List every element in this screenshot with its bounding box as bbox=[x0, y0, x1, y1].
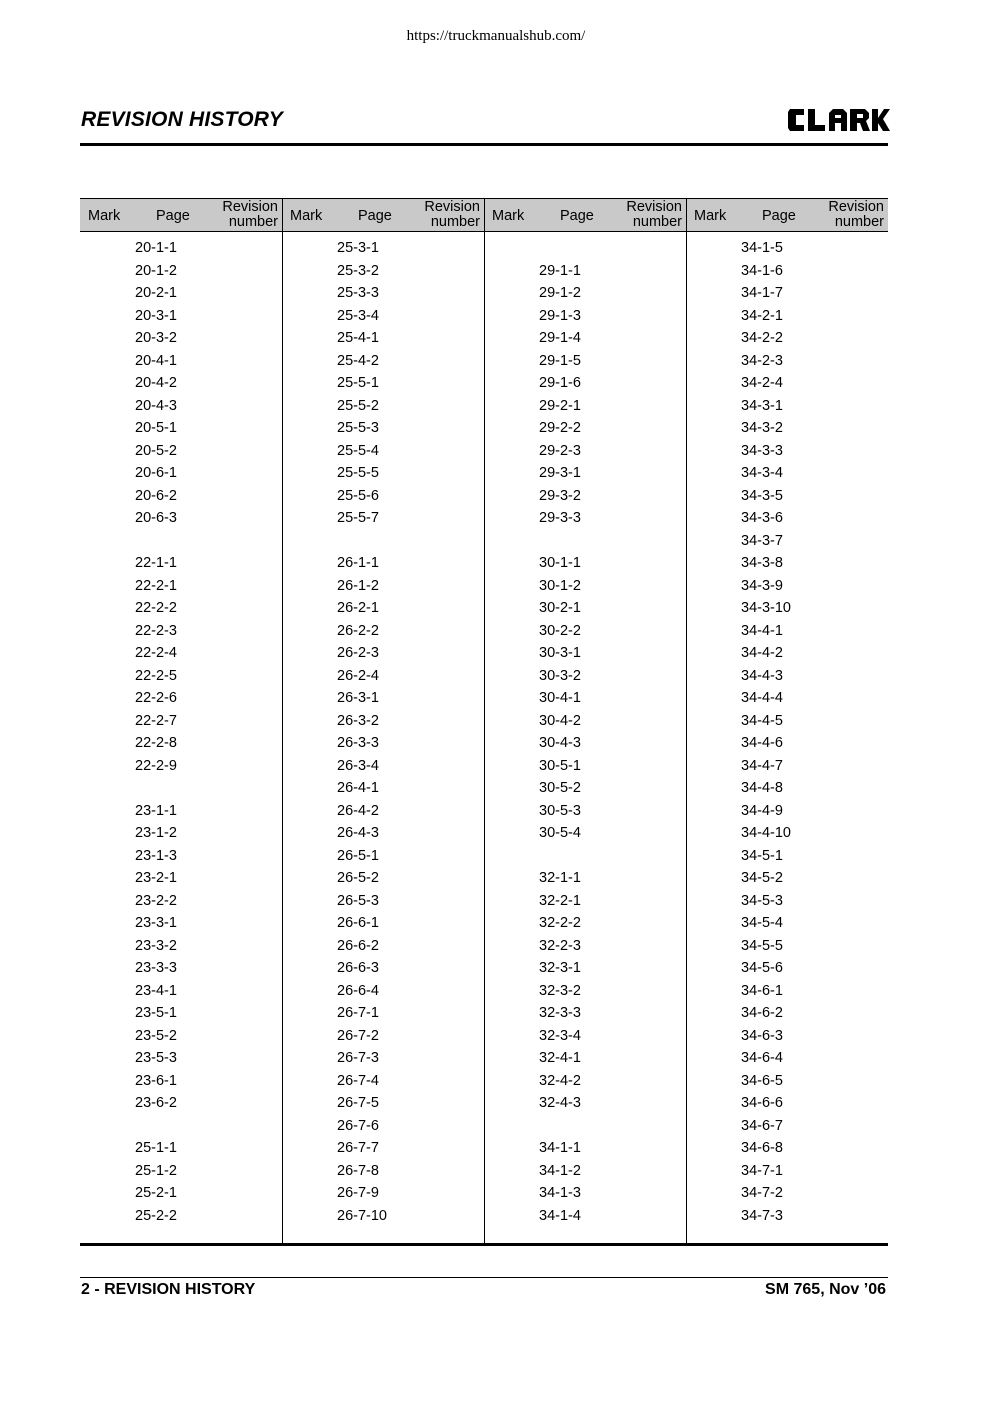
page-cell: 25-3-3 bbox=[337, 285, 379, 301]
page-cell bbox=[282, 533, 484, 556]
page-cell: 30-3-2 bbox=[539, 667, 581, 684]
page-cell: 26-7-3 bbox=[337, 1050, 379, 1066]
page-cell: 30-4-2 bbox=[539, 712, 581, 729]
page-cell: 34-1-5 bbox=[741, 240, 783, 256]
page-cell: 30-5-1 bbox=[539, 757, 581, 774]
page-cell: 30-2-1 bbox=[539, 600, 581, 616]
page-cell: 23-5-1 bbox=[135, 1005, 177, 1021]
footer-doc-id: SM 765, Nov ’06 bbox=[765, 1281, 886, 1298]
page-title: REVISION HISTORY bbox=[81, 108, 283, 131]
page-cell: 20-5-2 bbox=[135, 442, 177, 459]
page-cell: 23-3-2 bbox=[135, 937, 177, 954]
header-mark: Mark bbox=[290, 208, 323, 224]
page-cell: 32-1-1 bbox=[539, 870, 581, 886]
page-cell: 29-1-4 bbox=[539, 330, 581, 346]
page-cell bbox=[484, 848, 686, 871]
page-cell: 20-3-2 bbox=[135, 330, 177, 346]
page-cell: 22-2-2 bbox=[135, 600, 177, 616]
page-cell: 23-2-1 bbox=[135, 870, 177, 886]
page-cell: 34-1-3 bbox=[539, 1185, 581, 1201]
page-cell: 34-4-2 bbox=[741, 645, 783, 661]
page-cell: 26-7-4 bbox=[337, 1072, 379, 1089]
header-group-3 bbox=[484, 199, 686, 231]
header-rule bbox=[80, 143, 888, 146]
page-cell: 26-2-3 bbox=[337, 645, 379, 661]
page-cell: 20-4-1 bbox=[135, 352, 177, 369]
page-cell: 34-4-7 bbox=[741, 757, 783, 774]
page-cell: 25-5-5 bbox=[337, 465, 379, 481]
page-cell: 34-3-8 bbox=[741, 555, 783, 571]
page-cell bbox=[80, 1118, 282, 1141]
page-cell: 34-5-4 bbox=[741, 915, 783, 931]
page-cell: 29-3-2 bbox=[539, 487, 581, 504]
page-cell: 20-6-2 bbox=[135, 487, 177, 504]
page-cell: 34-3-6 bbox=[741, 510, 783, 526]
page-cell: 34-5-6 bbox=[741, 960, 783, 976]
page-cell: 30-1-1 bbox=[539, 555, 581, 571]
page-cell: 34-2-1 bbox=[741, 307, 783, 324]
page-cell: 34-4-6 bbox=[741, 735, 783, 751]
page-cell: 22-2-4 bbox=[135, 645, 177, 661]
page-cell: 34-6-2 bbox=[741, 1005, 783, 1021]
page-cell: 32-3-1 bbox=[539, 960, 581, 976]
page-cell: 30-2-2 bbox=[539, 622, 581, 639]
page-cell: 20-5-1 bbox=[135, 420, 177, 436]
page-cell: 26-7-6 bbox=[337, 1117, 379, 1134]
page-cell: 32-4-2 bbox=[539, 1072, 581, 1089]
page-cell: 30-4-1 bbox=[539, 690, 581, 706]
table-bottom-rule bbox=[80, 1243, 888, 1246]
header-mark: Mark bbox=[88, 208, 121, 224]
page-cell: 30-5-3 bbox=[539, 802, 581, 819]
page-cell: 25-1-2 bbox=[135, 1162, 177, 1179]
page-cell: 26-4-1 bbox=[337, 780, 379, 796]
page-cell: 30-5-4 bbox=[539, 825, 581, 841]
page-cell: 20-2-1 bbox=[135, 285, 177, 301]
page-cell: 23-2-2 bbox=[135, 892, 177, 909]
page-cell: 20-1-2 bbox=[135, 262, 177, 279]
page-column-1 bbox=[80, 240, 282, 1230]
page-cell: 34-3-7 bbox=[741, 532, 783, 549]
header-group-4 bbox=[686, 199, 888, 231]
page-cell: 32-3-2 bbox=[539, 982, 581, 999]
page-cell: 34-7-1 bbox=[741, 1162, 783, 1179]
page-cell: 30-5-2 bbox=[539, 780, 581, 796]
page-cell: 25-2-1 bbox=[135, 1185, 177, 1201]
page-cell: 34-5-2 bbox=[741, 870, 783, 886]
page-column-4 bbox=[686, 240, 888, 1230]
page-cell: 26-7-10 bbox=[337, 1207, 387, 1224]
page-cell: 34-7-3 bbox=[741, 1207, 783, 1224]
page-cell: 26-6-4 bbox=[337, 982, 379, 999]
page-cell: 34-1-4 bbox=[539, 1207, 581, 1224]
page-cell: 26-3-2 bbox=[337, 712, 379, 729]
clark-logo bbox=[786, 103, 890, 137]
page-cell: 23-1-2 bbox=[135, 825, 177, 841]
page-cell: 34-6-6 bbox=[741, 1095, 783, 1111]
page-column-2 bbox=[282, 240, 484, 1230]
page-cell: 34-6-5 bbox=[741, 1072, 783, 1089]
page-cell: 26-5-1 bbox=[337, 847, 379, 864]
page-cell: 23-5-3 bbox=[135, 1050, 177, 1066]
page-cell: 20-4-3 bbox=[135, 397, 177, 414]
page-cell: 29-3-1 bbox=[539, 465, 581, 481]
header-group-2 bbox=[282, 199, 484, 231]
page-cell: 34-5-3 bbox=[741, 892, 783, 909]
page-cell: 34-6-1 bbox=[741, 982, 783, 999]
page-cell bbox=[484, 1118, 686, 1141]
page-cell: 34-5-5 bbox=[741, 937, 783, 954]
page-cell: 22-2-6 bbox=[135, 690, 177, 706]
page-cell: 29-1-3 bbox=[539, 307, 581, 324]
header-revision-number: Revision number bbox=[222, 199, 278, 230]
page-cell: 32-4-1 bbox=[539, 1050, 581, 1066]
page-cell: 22-2-9 bbox=[135, 757, 177, 774]
page-cell: 20-1-1 bbox=[135, 240, 177, 256]
page-cell: 26-1-1 bbox=[337, 555, 379, 571]
page-cell: 34-3-5 bbox=[741, 487, 783, 504]
page-cell: 20-6-3 bbox=[135, 510, 177, 526]
page-cell: 26-4-2 bbox=[337, 802, 379, 819]
page-cell: 26-3-1 bbox=[337, 690, 379, 706]
page-cell: 29-2-2 bbox=[539, 420, 581, 436]
page-cell: 22-2-1 bbox=[135, 577, 177, 594]
page-cell: 20-3-1 bbox=[135, 307, 177, 324]
header-group-1 bbox=[80, 199, 282, 231]
page-cell: 25-3-1 bbox=[337, 240, 379, 256]
page-cell: 25-1-1 bbox=[135, 1140, 177, 1156]
page-cell: 34-3-1 bbox=[741, 397, 783, 414]
header-revision-number: Revision number bbox=[626, 199, 682, 230]
page-cell: 32-2-2 bbox=[539, 915, 581, 931]
page-cell: 25-3-2 bbox=[337, 262, 379, 279]
page-cell: 29-1-5 bbox=[539, 352, 581, 369]
page-cell: 25-5-3 bbox=[337, 420, 379, 436]
page-cell bbox=[80, 533, 282, 556]
page-cell: 32-2-3 bbox=[539, 937, 581, 954]
page-cell: 34-5-1 bbox=[741, 847, 783, 864]
page-cell: 22-2-8 bbox=[135, 735, 177, 751]
page-cell bbox=[484, 240, 686, 263]
page-cell: 34-3-10 bbox=[741, 600, 791, 616]
page-cell: 32-4-3 bbox=[539, 1095, 581, 1111]
page-cell: 34-6-4 bbox=[741, 1050, 783, 1066]
page-cell: 34-4-9 bbox=[741, 802, 783, 819]
page-cell: 34-6-3 bbox=[741, 1027, 783, 1044]
header-page: Page bbox=[762, 208, 796, 224]
page-cell: 29-1-1 bbox=[539, 262, 581, 279]
page-cell: 34-4-3 bbox=[741, 667, 783, 684]
page-cell: 26-3-4 bbox=[337, 757, 379, 774]
page-cell: 34-4-8 bbox=[741, 780, 783, 796]
page-cell: 26-6-3 bbox=[337, 960, 379, 976]
page-cell: 34-2-3 bbox=[741, 352, 783, 369]
page-cell: 34-1-6 bbox=[741, 262, 783, 279]
page-cell: 32-3-4 bbox=[539, 1027, 581, 1044]
page-cell: 26-6-2 bbox=[337, 937, 379, 954]
page-cell: 29-1-6 bbox=[539, 375, 581, 391]
page-cell: 29-2-1 bbox=[539, 397, 581, 414]
page-cell: 34-4-4 bbox=[741, 690, 783, 706]
source-url: https://truckmanualshub.com/ bbox=[406, 28, 586, 44]
page-cell: 34-3-9 bbox=[741, 577, 783, 594]
header-revision-number: Revision number bbox=[828, 199, 884, 230]
page-cell: 23-4-1 bbox=[135, 982, 177, 999]
page-cell: 20-6-1 bbox=[135, 465, 177, 481]
header-revision-number: Revision number bbox=[424, 199, 480, 230]
footer-section: 2 - REVISION HISTORY bbox=[81, 1281, 256, 1298]
page-cell: 34-4-1 bbox=[741, 622, 783, 639]
page-cell: 34-4-10 bbox=[741, 825, 791, 841]
page-cell: 26-7-7 bbox=[337, 1140, 379, 1156]
page-cell: 34-4-5 bbox=[741, 712, 783, 729]
page-cell: 26-5-3 bbox=[337, 892, 379, 909]
page-cell: 23-3-3 bbox=[135, 960, 177, 976]
page-cell: 22-2-5 bbox=[135, 667, 177, 684]
page-cell: 29-1-2 bbox=[539, 285, 581, 301]
page-cell: 32-2-1 bbox=[539, 892, 581, 909]
header-mark: Mark bbox=[694, 208, 727, 224]
page-cell: 25-5-1 bbox=[337, 375, 379, 391]
page-cell: 25-5-7 bbox=[337, 510, 379, 526]
page-cell: 26-7-8 bbox=[337, 1162, 379, 1179]
page-cell: 22-1-1 bbox=[135, 555, 177, 571]
page-cell: 34-1-2 bbox=[539, 1162, 581, 1179]
page-cell: 26-2-2 bbox=[337, 622, 379, 639]
page-cell: 25-3-4 bbox=[337, 307, 379, 324]
page-cell: 34-2-4 bbox=[741, 375, 783, 391]
page-cell: 34-1-7 bbox=[741, 285, 783, 301]
page-cell: 23-1-1 bbox=[135, 802, 177, 819]
page-cell: 23-6-2 bbox=[135, 1095, 177, 1111]
page-cell bbox=[80, 780, 282, 803]
page-cell: 34-6-8 bbox=[741, 1140, 783, 1156]
page-cell: 34-7-2 bbox=[741, 1185, 783, 1201]
page-cell: 26-7-5 bbox=[337, 1095, 379, 1111]
footer-rule bbox=[80, 1277, 888, 1278]
page-cell: 26-1-2 bbox=[337, 577, 379, 594]
header-page: Page bbox=[560, 208, 594, 224]
page-cell: 26-2-4 bbox=[337, 667, 379, 684]
page-cell: 34-3-3 bbox=[741, 442, 783, 459]
page-cell: 34-2-2 bbox=[741, 330, 783, 346]
page-cell: 26-4-3 bbox=[337, 825, 379, 841]
page-cell: 30-4-3 bbox=[539, 735, 581, 751]
page-cell: 34-3-4 bbox=[741, 465, 783, 481]
header-page: Page bbox=[358, 208, 392, 224]
page-cell: 25-4-2 bbox=[337, 352, 379, 369]
page-cell: 20-4-2 bbox=[135, 375, 177, 391]
page-cell: 25-5-6 bbox=[337, 487, 379, 504]
page-cell: 26-7-2 bbox=[337, 1027, 379, 1044]
page-cell: 25-5-2 bbox=[337, 397, 379, 414]
page-cell: 30-3-1 bbox=[539, 645, 581, 661]
page-cell: 22-2-7 bbox=[135, 712, 177, 729]
page-cell: 26-7-1 bbox=[337, 1005, 379, 1021]
page-cell: 26-7-9 bbox=[337, 1185, 379, 1201]
page-cell: 30-1-2 bbox=[539, 577, 581, 594]
page-cell: 26-3-3 bbox=[337, 735, 379, 751]
page-cell: 26-6-1 bbox=[337, 915, 379, 931]
page-cell: 29-2-3 bbox=[539, 442, 581, 459]
page-cell: 23-1-3 bbox=[135, 847, 177, 864]
revision-table bbox=[80, 198, 888, 1244]
page-cell: 22-2-3 bbox=[135, 622, 177, 639]
page-cell: 32-3-3 bbox=[539, 1005, 581, 1021]
page-column-3 bbox=[484, 240, 686, 1230]
page-cell: 34-6-7 bbox=[741, 1117, 783, 1134]
page-cell: 26-2-1 bbox=[337, 600, 379, 616]
page-cell: 26-5-2 bbox=[337, 870, 379, 886]
page-cell: 23-5-2 bbox=[135, 1027, 177, 1044]
page-cell: 23-6-1 bbox=[135, 1072, 177, 1089]
page-cell: 29-3-3 bbox=[539, 510, 581, 526]
header-page: Page bbox=[156, 208, 190, 224]
page-cell: 25-2-2 bbox=[135, 1207, 177, 1224]
page-cell bbox=[484, 533, 686, 556]
page-cell: 34-3-2 bbox=[741, 420, 783, 436]
page-cell: 25-5-4 bbox=[337, 442, 379, 459]
header-mark: Mark bbox=[492, 208, 525, 224]
page-cell: 25-4-1 bbox=[337, 330, 379, 346]
page-cell: 23-3-1 bbox=[135, 915, 177, 931]
page-cell: 34-1-1 bbox=[539, 1140, 581, 1156]
